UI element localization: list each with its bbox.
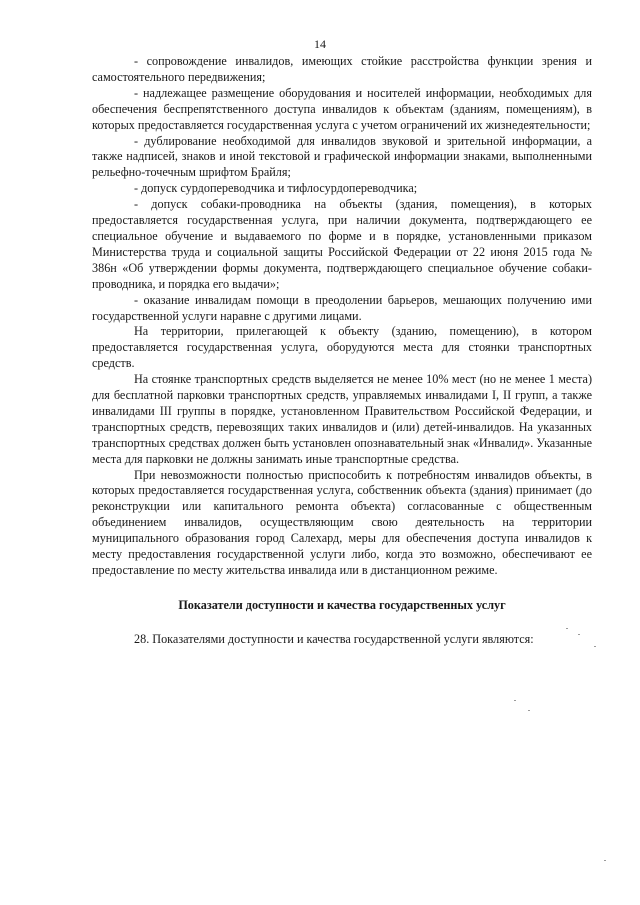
page-number: 14: [314, 37, 326, 51]
scan-speck: [514, 700, 516, 701]
list-item: - оказание инвалидам помощи в преодолении барьеров, мешающих получению ими государственной услуги наравне с другими лицами.: [92, 292, 592, 323]
section-heading: Показатели доступности и качества государственных услуг: [178, 597, 506, 612]
scan-speck: [528, 710, 530, 711]
list-item: - дублирование необходимой для инвалидов звуковой и зрительной информации, а также надписей, знаков и иной текстовой и графической информации знаками, выполненными рельефно-точечным шрифтом Брайля;: [92, 133, 592, 180]
list-item: - допуск сурдопереводчика и тифлосурдопереводчика;: [134, 181, 418, 196]
paragraph-parking-places: На стоянке транспортных средств выделяется не менее 10% мест (но не менее 1 места) для бесплатной парковки транспортных средств, управляемых инвалидами I, II групп, а также инвалидами III группы в порядке, установленном Правительством Российской Федерации, и транспортных средств, перевозящих таких инвалидов и (или) детей-инвалидов. На указанных транспортных средствах должен быть установлен опознавательный знак «Инвалид». Указанные места для парковки не должны занимать иные транспортные средства.: [92, 372, 592, 466]
scan-speck: [566, 628, 568, 629]
scan-speck: [578, 634, 580, 635]
list-item: - надлежащее размещение оборудования и носителей информации, необходимых для обеспечения беспрепятственного доступа инвалидов к объектам (зданиям, помещениям), в которых предоставляется государственная услуга с учетом ограничений их жизнедеятельности;: [92, 85, 592, 132]
list-item: - сопровождение инвалидов, имеющих стойкие расстройства функции зрения и самостоятельного передвижения;: [92, 54, 592, 84]
paragraph-28: 28. Показателями доступности и качества государственной услуги являются:: [134, 631, 534, 646]
scan-speck: [594, 646, 596, 647]
paragraph-impossibility: При невозможности полностью приспособить к потребностям инвалидов объекты, в которых предоставляется государственная услуга, собственник объекта (здания) принимает (до реконструкции или капитального ремонта объекта) согласованные с общественным объединением инвалидов, осуществляющим свою деятельность на территории муниципального образования город Салехард, меры для обеспечения доступа инвалидов к месту предоставления государственной услуги либо, когда это возможно, обеспечивают ее предоставление по месту жительства инвалида или в дистанционном режиме.: [92, 467, 592, 577]
document-body: [92, 54, 592, 648]
paragraph-parking-territory: На территории, прилегающей к объекту (зданию, помещению), в котором предоставляется государственная услуга, оборудуются места для стоянки транспортных средств.: [92, 324, 592, 371]
scan-speck: [604, 860, 606, 861]
list-item: - допуск собаки-проводника на объекты (здания, помещения), в которых предоставляется государственная услуга, при наличии документа, подтверждающего ее специальное обучение и выдаваемого по форме и в порядке, установленными приказом Министерства труда и социальной защиты Российской Федерации от 22 июня 2015 года № 386н «Об утверждении формы документа, подтверждающего специальное обучение собаки-проводника, и порядка его выдачи»;: [92, 197, 592, 291]
